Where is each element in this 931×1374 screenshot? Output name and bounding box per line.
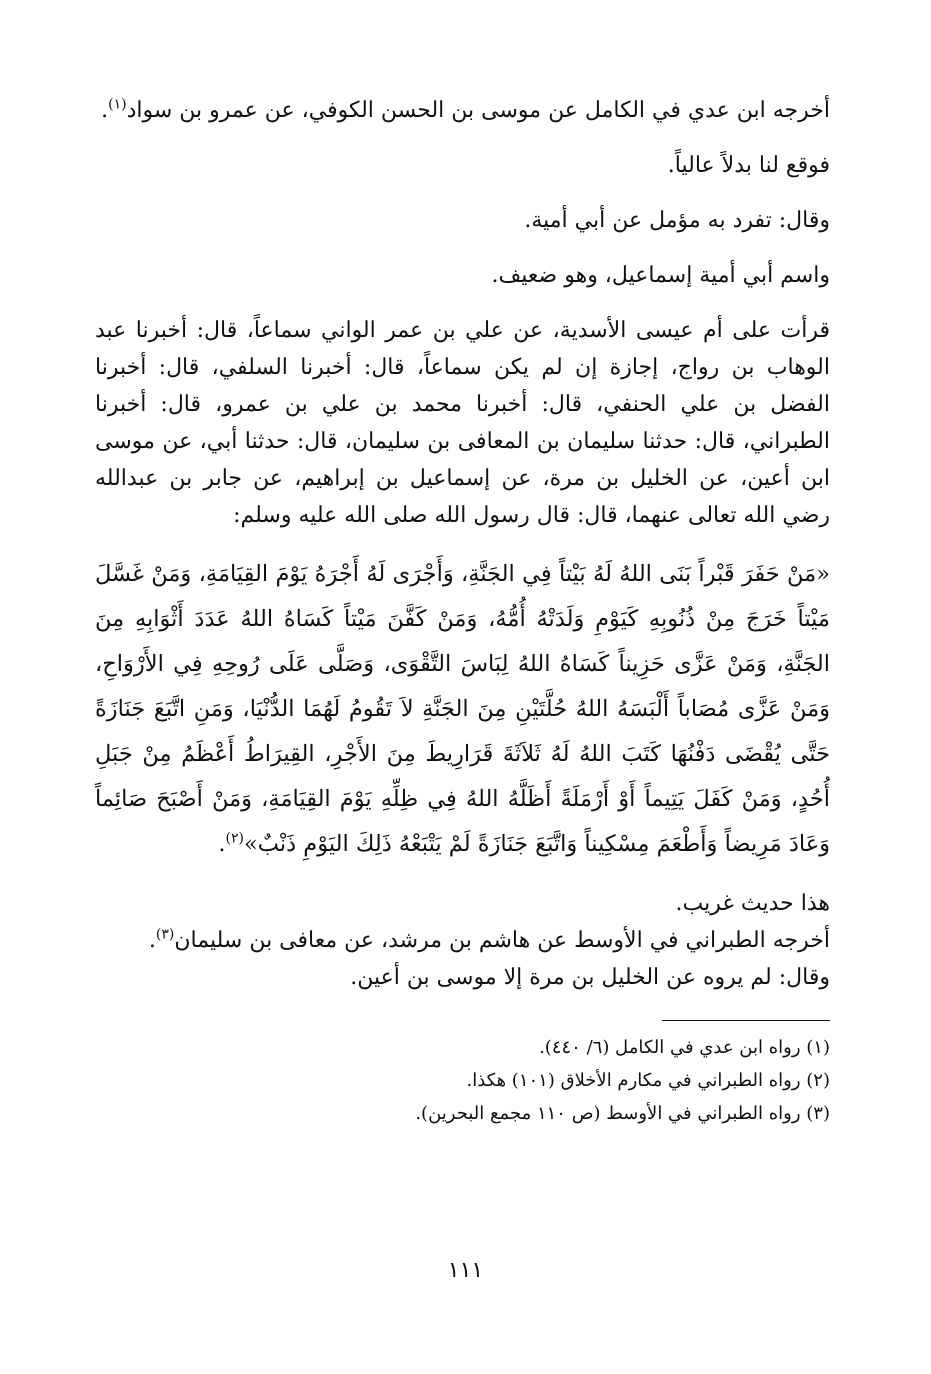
footnote-ref: (٢): [225, 830, 244, 847]
paragraph: فوقع لنا بدلاً عالياً.: [667, 153, 830, 178]
paragraph: [95, 92, 830, 129]
footnote: (٣) رواه الطبراني في الأوسط (ص ١١٠ مجمع البحرين).: [415, 1103, 830, 1124]
paragraph: هذا حديث غريب.: [675, 891, 830, 916]
footnote-ref: (١): [108, 96, 127, 113]
paragraph-text: أخرجه الطبراني في الأوسط عن هاشم بن مرشد، عن معافى بن سليمان: [174, 928, 830, 953]
page-body: [95, 92, 830, 1130]
punctuation: .: [218, 831, 226, 857]
footnote: (٢) رواه الطبراني في مكارم الأخلاق (١٠١) هكذا.: [466, 1070, 830, 1091]
paragraph: واسم أبي أمية إسماعيل، وهو ضعيف.: [491, 263, 830, 288]
paragraph: وقال: تفرد به مؤمل عن أبي أمية.: [524, 208, 830, 233]
footnote: (١) رواه ابن عدي في الكامل (٦/ ٤٤٠).: [539, 1037, 830, 1058]
footnote-divider: [662, 1020, 830, 1021]
paragraph: [95, 922, 830, 959]
hadith-body: «مَنْ حَفَرَ قَبْراً بَنَى اللهُ لَهُ بَيْتاً فِي الجَنَّةِ، وَأَجْرَى لَهُ أَجْرَهُ يَوْمَ القِيَامَةِ، وَمَنْ غَسَّلَ مَيْتاً خَرَجَ مِنْ ذُنُوبِهِ كَيَوْمِ وَلَدَتْهُ أُمُّهُ، وَمَنْ كَفَّنَ مَيْتاً كَسَاهُ اللهُ عَدَدَ أَثْوَابِهِ مِنَ الجَنَّةِ، وَمَنْ عَزَّى حَزِيناً كَسَاهُ اللهُ لِبَاسَ التَّقْوَى، وَصَلَّى عَلَى رُوحِهِ فِي الأَرْوَاحِ، وَمَنْ عَزَّى مُصَاباً أَلْبَسَهُ اللهُ حُلَّتَيْنِ مِنَ الجَنَّةِ لاَ تَقُومُ لَهُمَا الدُّنْيَا، وَمَنِ اتَّبَعَ جَنَازَةً حَتَّى يُقْضَى دَفْنُهَا كَتَبَ اللهُ لَهُ ثَلاَثَةَ قَرَارِيطَ مِنَ الأَجْرِ، القِيرَاطُ أَعْظَمُ مِنْ جَبَلِ أُحُدٍ، وَمَنْ كَفَلَ يَتِيماً أَوْ أَرْمَلَةً أَظَلَّهُ اللهُ فِي ظِلِّهِ يَوْمَ القِيَامَةِ، وَمَنْ أَصْبَحَ صَائِماً وَعَادَ مَرِيضاً وَأَطْعَمَ مِسْكِيناً وَاتَّبَعَ جَنَازَةً لَمْ يَتْبَعْهُ ذَلِكَ اليَوْمِ ذَنْبٌ»: [95, 561, 830, 857]
paragraph-text: أخرجه ابن عدي في الكامل عن موسى بن الحسن الكوفي، عن عمرو بن سواد: [126, 98, 830, 123]
page-number: ١١١: [447, 1258, 484, 1283]
punctuation: .: [148, 928, 156, 953]
paragraph: وقال: لم يروه عن الخليل بن مرة إلا موسى بن أعين.: [350, 965, 830, 990]
hadith-text: [95, 552, 830, 867]
footnote-ref: (٣): [155, 926, 175, 943]
isnad-paragraph: قرأت على أم عيسى الأسدية، عن علي بن عمر الواني سماعاً، قال: أخبرنا عبد الوهاب بن رواج، إجازة إن لم يكن سماعاً، قال: أخبرنا السلفي، قال: أخبرنا الفضل بن علي الحنفي، قال: أخبرنا محمد بن علي بن عمرو، قال: أخبرنا الطبراني، قال: حدثنا سليمان بن المعافى بن سليمان، قال: حدثنا أبي، عن موسى ابن أعين، عن الخليل بن مرة، عن إسماعيل بن إبراهيم، عن جابر بن عبدالله رضي الله تعالى عنهما، قال: قال رسول الله صلى الله عليه وسلم:: [95, 318, 830, 528]
punctuation: .: [101, 98, 109, 123]
